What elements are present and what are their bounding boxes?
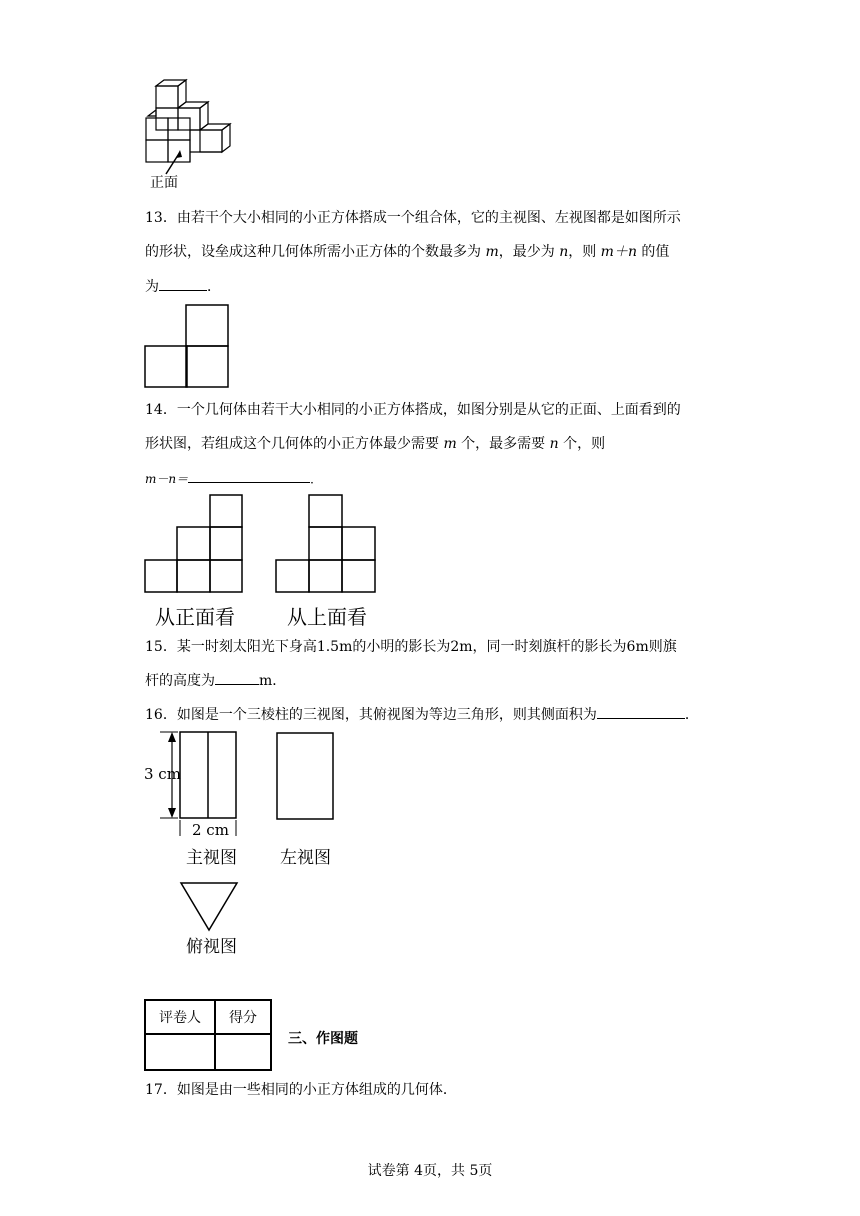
q16-left-caption: 左视图 — [280, 848, 331, 868]
q17-line1: 17．如图是由一些相同的小正方体组成的几何体． — [145, 1082, 457, 1098]
q14-top-caption: 从上面看 — [287, 605, 367, 629]
q14-front-caption: 从正面看 — [155, 605, 235, 629]
q14-line3: m－n＝ ． — [145, 468, 322, 489]
cube-stack-figure — [140, 78, 240, 168]
q16-top-view — [179, 882, 241, 934]
q16-top-caption: 俯视图 — [186, 937, 237, 957]
reviewer-header: 评卷人 — [145, 1000, 215, 1034]
q13-line2: 的形状，设垒成这种几何体所需小正方体的个数最多为 m，最少为 n，则 m＋n 的值 — [145, 244, 670, 260]
q13-view-figure — [144, 304, 234, 390]
q13-line3: 为 ． — [145, 276, 221, 297]
q16-line1: 16．如图是一个三棱柱的三视图，其俯视图为等边三角形，则其侧面积为 ． — [145, 704, 699, 725]
q14-top-view — [275, 494, 377, 594]
q14-answer-blank[interactable] — [188, 468, 310, 483]
q13-line1: 13．由若干个大小相同的小正方体搭成一个组合体，它的主视图、左视图都是如图所示 — [145, 210, 681, 226]
q14-front-view — [144, 494, 244, 594]
score-cell[interactable] — [215, 1034, 271, 1070]
q16-left-view — [276, 732, 336, 824]
front-caption: 正面 — [150, 175, 178, 191]
q16-height-label: 3 cm — [144, 765, 181, 783]
score-header: 得分 — [215, 1000, 271, 1034]
q16-main-caption: 主视图 — [186, 848, 237, 868]
q13-answer-blank[interactable] — [159, 276, 207, 291]
q15-line1: 15．某一时刻太阳光下身高1.5m的小明的影长为2m，同一时刻旗杆的影长为6m则旗 — [145, 639, 677, 655]
q14-line1: 14．一个几何体由若干大小相同的小正方体搭成，如图分别是从它的正面、上面看到的 — [145, 402, 681, 418]
section-title: 三、作图题 — [288, 1031, 358, 1047]
page-footer: 试卷第 4页，共 5页 — [367, 1163, 493, 1179]
score-table — [144, 999, 272, 1071]
q15-line2: 杆的高度为 m． — [145, 670, 286, 691]
q14-line2: 形状图，若组成这个几何体的小正方体最少需要 m 个，最多需要 n 个，则 — [145, 436, 606, 452]
reviewer-cell[interactable] — [145, 1034, 215, 1070]
q16-answer-blank[interactable] — [597, 704, 685, 719]
q16-width-label: 2 cm — [192, 821, 229, 839]
q15-answer-blank[interactable] — [215, 670, 259, 685]
